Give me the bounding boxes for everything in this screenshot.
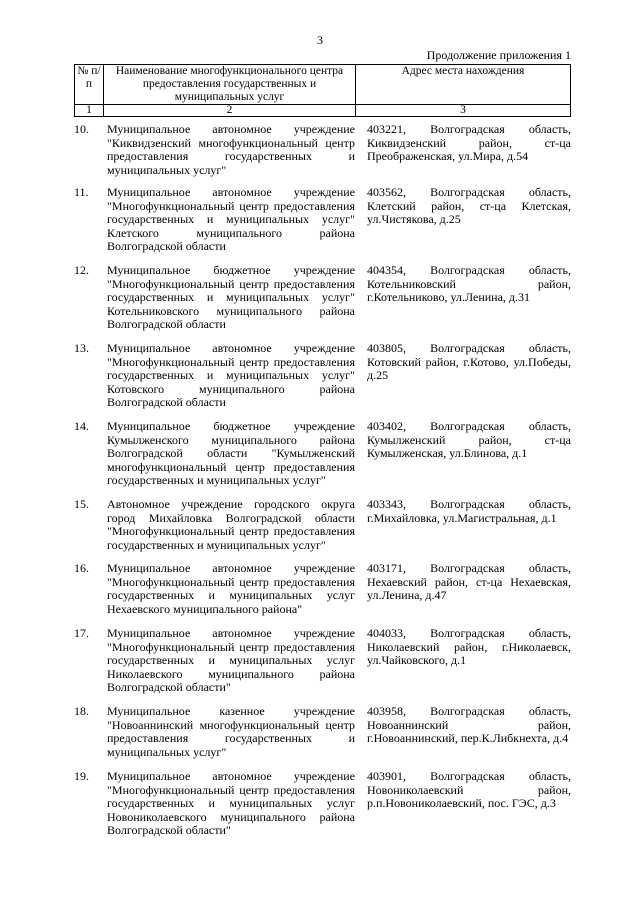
center-address: 403343, Волгоградская область, г.Михайловка, ул.Магистральная, д.1 (367, 497, 571, 525)
continuation-note: Продолжение приложения 1 (426, 48, 571, 62)
row-number: 19. (74, 769, 89, 783)
header-col-address: Адрес места нахождения (356, 65, 571, 105)
row-number: 10. (74, 122, 89, 136)
header-col-name: Наименование многофункционального центра предоставления государственных и муниципальных услуг (104, 65, 356, 105)
center-name: Муниципальное автономное учреждение "Киквидзенский многофункциональный центр предоставления государственных и муниципальных услуг" (107, 122, 355, 177)
center-name: Муниципальное автономное учреждение "Многофункциональный центр предоставления государственных и муниципальных услуг" Клетского муниципального района Волгоградской области (107, 185, 355, 253)
center-address: 403221, Волгоградская область, Киквидзенский район, ст-ца Преображенская, ул.Мира, д.54 (367, 122, 571, 163)
center-name: Муниципальное автономное учреждение "Многофункциональный центр предоставления государственных и муниципальных услуг Новониколаевского муниципального района Волгоградской области" (107, 769, 355, 837)
center-address: 403562, Волгоградская область, Клетский район, ст-ца Клетская, ул.Чистякова, д.25 (367, 185, 571, 226)
center-name: Муниципальное казенное учреждение "Новоаннинский многофункциональный центр предоставления государственных и муниципальных услуг" (107, 704, 355, 759)
header-col-number: № п/п (75, 65, 104, 105)
center-name: Муниципальное бюджетное учреждение Кумылженского муниципального района Волгоградской области "Кумылженский многофункциональный центр предоставления государственных и муниципальных услуг" (107, 419, 355, 487)
row-number: 13. (74, 341, 89, 355)
row-number: 17. (74, 626, 89, 640)
row-number: 11. (74, 185, 89, 199)
center-address: 403958, Волгоградская область, Новоаннинский район, г.Новоаннинский, пер.К.Либкнехта, д.4 (367, 704, 571, 745)
center-address: 403402, Волгоградская область, Кумылженский район, ст-ца Кумылженская, ул.Блинова, д.1 (367, 419, 571, 460)
row-number: 15. (74, 497, 89, 511)
row-number: 16. (74, 561, 89, 575)
row-number: 12. (74, 263, 89, 277)
center-name: Муниципальное автономное учреждение "Многофункциональный центр предоставления государственных и муниципальных услуг Нехаевского муниципального района" (107, 561, 355, 616)
center-name: Муниципальное бюджетное учреждение "Многофункциональный центр предоставления государственных и муниципальных услуг" Котельниковского муниципального района Волгоградской области (107, 263, 355, 331)
header-num-1: 1 (75, 105, 104, 117)
center-name: Автономное учреждение городского округа город Михайловка Волгоградской области "Многофункциональный центр предоставления государственных и муниципальных услуг" (107, 497, 355, 552)
center-name: Муниципальное автономное учреждение "Многофункциональный центр предоставления государственных и муниципальных услуг" Котовского муниципального района Волгоградской области (107, 341, 355, 409)
center-address: 403805, Волгоградская область, Котовский район, г.Котово, ул.Победы, д.25 (367, 341, 571, 382)
center-name: Муниципальное автономное учреждение "Многофункциональный центр предоставления государственных и муниципальных услуг Николаевского муниципального района Волгоградской области" (107, 626, 355, 694)
page-number: 3 (317, 33, 323, 47)
center-address: 404033, Волгоградская область, Николаевский район, г.Николаевск, ул.Чайковского, д.1 (367, 626, 571, 667)
center-address: 403901, Волгоградская область, Новониколаевский район, р.п.Новониколаевский, пос. ГЭС, д.3 (367, 769, 571, 810)
center-address: 404354, Волгоградская область, Котельниковский район, г.Котельниково, ул.Ленина, д.31 (367, 263, 571, 304)
row-number: 18. (74, 704, 89, 718)
header-num-2: 2 (104, 105, 356, 117)
center-address: 403171, Волгоградская область, Нехаевский район, ст-ца Нехаевская, ул.Ленина, д.47 (367, 561, 571, 602)
row-number: 14. (74, 419, 89, 433)
table-header (74, 64, 571, 117)
header-num-3: 3 (356, 105, 571, 117)
